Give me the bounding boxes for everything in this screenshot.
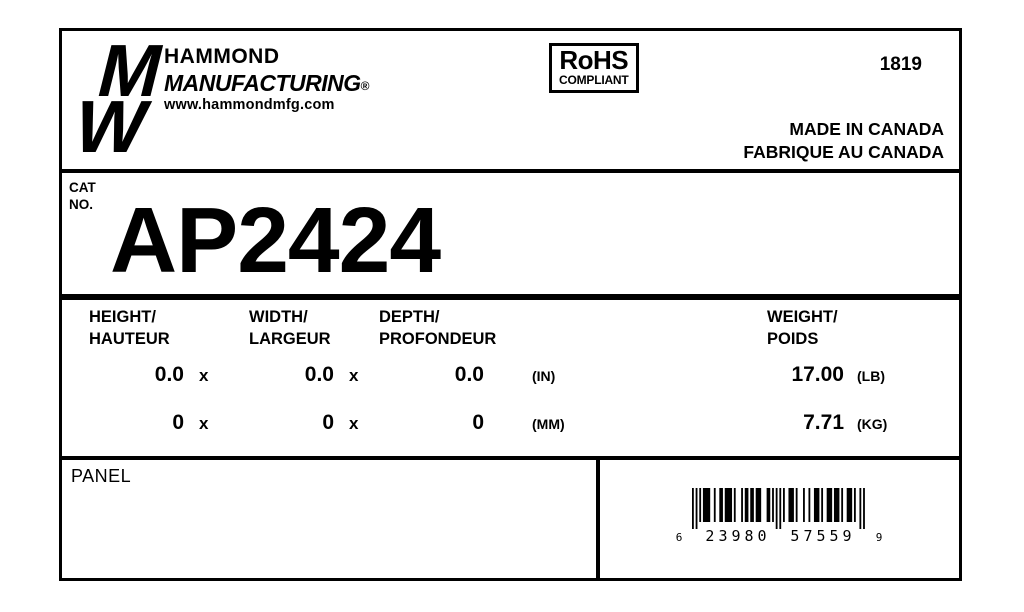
brand-website: www.hammondmfg.com — [164, 97, 335, 113]
weight-header-en: WEIGHT/ — [767, 308, 838, 326]
width-header-en: WIDTH/ — [249, 308, 308, 326]
catalog-section — [62, 173, 959, 300]
weight-header-fr: POIDS — [767, 330, 819, 348]
depth-header — [379, 306, 496, 350]
product-label — [59, 28, 962, 581]
dimensions-section — [62, 300, 959, 460]
registered-trademark-symbol: ® — [360, 79, 369, 93]
height-in-value: 0.0 — [154, 363, 184, 386]
barcode-left-group: 23980 — [704, 527, 771, 545]
width-mm-value: 0 — [322, 411, 334, 434]
upc-barcode — [666, 488, 894, 546]
depth-mm-value: 0 — [472, 411, 484, 434]
kilograms-unit: (KG) — [857, 416, 888, 432]
height-header-fr: HAUTEUR — [89, 330, 170, 348]
rohs-subtitle: COMPLIANT — [559, 73, 629, 87]
country-of-origin — [743, 118, 944, 164]
width-header-fr: LARGEUR — [249, 330, 331, 348]
separator-x: x — [349, 414, 359, 433]
cat-no-label — [69, 179, 96, 213]
barcode-check-digit: 9 — [875, 531, 882, 544]
brand-name-line1: HAMMOND — [164, 45, 280, 68]
barcode-cell — [600, 460, 959, 578]
depth-in-value: 0.0 — [454, 363, 484, 386]
weight-lb-value: 17.00 — [791, 363, 844, 386]
product-type: PANEL — [71, 466, 132, 486]
separator-x: x — [349, 366, 359, 385]
width-header — [249, 306, 331, 350]
origin-english: MADE IN CANADA — [789, 119, 944, 139]
height-mm-value: 0 — [172, 411, 184, 434]
weight-header — [767, 306, 838, 350]
rohs-title: RoHS — [559, 45, 629, 75]
rohs-badge — [549, 43, 639, 93]
barcode-lead-digit: 6 — [675, 531, 682, 544]
height-header-en: HEIGHT/ — [89, 308, 156, 326]
pounds-unit: (LB) — [857, 368, 885, 384]
product-type-cell — [62, 460, 600, 578]
logo-w-glyph: W — [65, 85, 154, 168]
depth-header-fr: PROFONDEUR — [379, 330, 497, 348]
millimetres-unit: (MM) — [532, 416, 565, 432]
hammond-logo-icon — [65, 29, 170, 168]
origin-french: FABRIQUE AU CANADA — [743, 142, 944, 162]
width-in-value: 0.0 — [304, 363, 334, 386]
separator-x: x — [199, 414, 209, 433]
separator-x: x — [199, 366, 209, 385]
brand-text — [164, 45, 369, 113]
brand-name-line2-text: MANUFACTURING — [164, 70, 361, 96]
label-header-section — [62, 31, 959, 173]
depth-header-en: DEPTH/ — [379, 308, 440, 326]
barcode-bars — [692, 488, 865, 529]
cat-label-line1: CAT — [69, 180, 96, 195]
weight-kg-value: 7.71 — [803, 411, 844, 434]
footer-section — [62, 460, 959, 578]
lot-number: 1819 — [879, 54, 922, 75]
logo-m-glyph: M — [89, 29, 170, 112]
barcode-right-group: 57559 — [789, 527, 856, 545]
inches-unit: (IN) — [532, 368, 556, 384]
cat-label-line2: NO. — [69, 197, 94, 212]
height-header — [89, 306, 170, 350]
catalog-number: AP2424 — [110, 188, 441, 292]
brand-name-line2 — [164, 70, 369, 97]
